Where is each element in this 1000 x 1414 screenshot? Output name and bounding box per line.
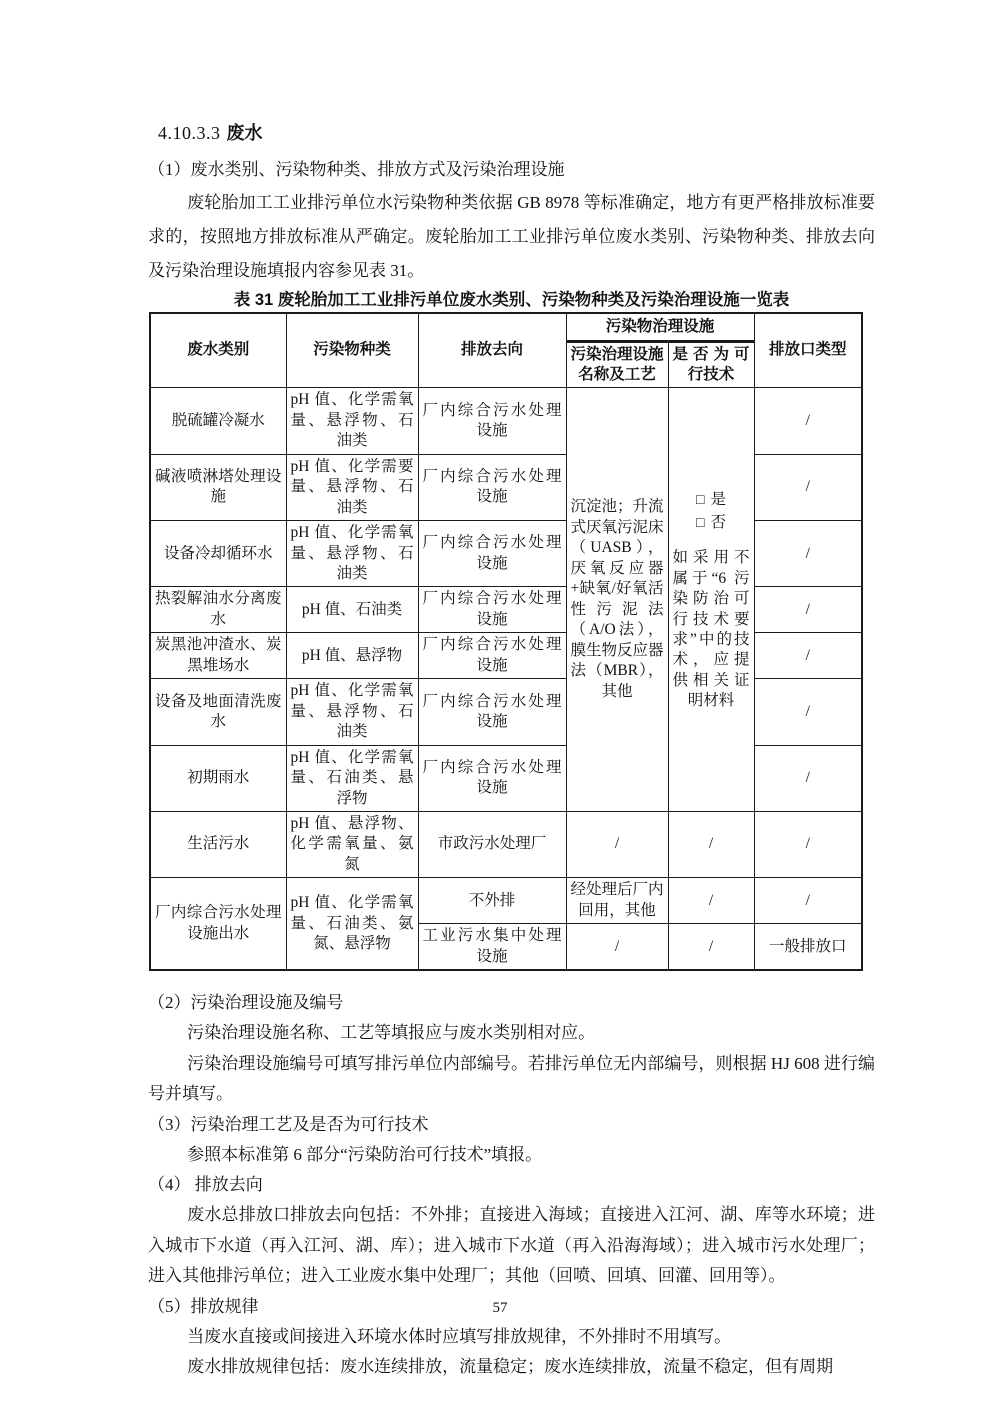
page-content: [148, 122, 875, 1383]
cell-pollutant-types: pH 值、化学需氧量、石油类、悬浮物: [286, 745, 418, 811]
checkbox-icon: □: [696, 515, 705, 531]
cell-outlet-type: 一般排放口: [754, 924, 862, 970]
cell-pollutant-types: pH 值、化学需要量、悬浮物、石油类: [286, 454, 418, 520]
cell-treatment-facility: 经处理后厂内回用，其他: [566, 878, 668, 924]
cell-discharge-destination: 厂内综合污水处理设施: [418, 679, 566, 745]
table-caption: 表 31 废轮胎加工工业排污单位废水类别、污染物种类及污染治理设施一览表: [233, 291, 790, 309]
item-2: （2）污染治理设施及编号: [148, 993, 344, 1013]
cell-wastewater-category: 热裂解油水分离废水: [150, 587, 286, 633]
item-5: （5）排放规律: [148, 1296, 259, 1316]
paragraph-2b: 污染治理设施编号可填写排污单位内部编号。若排污单位无内部编号，则根据 HJ 608 进行编号并填写。: [148, 1053, 875, 1104]
table-row: [150, 587, 862, 633]
cell-outlet-type: /: [754, 633, 862, 679]
cell-discharge-destination: 厂内综合污水处理设施: [418, 388, 566, 454]
col-header-outlet-type: 排放口类型: [754, 313, 862, 388]
cell-outlet-type: /: [754, 587, 862, 633]
col-header-feasible-tech: 是否为可行技术: [668, 341, 754, 388]
cell-wastewater-category: 生活污水: [150, 812, 286, 878]
cell-feasible-technology: /: [668, 812, 754, 878]
table-row: [150, 812, 862, 878]
cell-wastewater-category: 厂内综合污水处理设施出水: [150, 878, 286, 970]
checkbox-icon: □: [696, 492, 705, 508]
item-3: （3）污染治理工艺及是否为可行技术: [148, 1114, 429, 1134]
cell-discharge-destination: 厂内综合污水处理设施: [418, 587, 566, 633]
cell-pollutant-types: pH 值、石油类: [286, 587, 418, 633]
section-heading: [148, 122, 875, 144]
cell-pollutant-types: pH 值、悬浮物: [286, 633, 418, 679]
paragraph-4: 废水总排放口排放去向包括：不外排；直接进入海域；直接进入江河、湖、库等水环境；进入城市下水道（再入江河、湖、库）；进入城市下水道（再入沿海海域）；进入城市污水处理厂；进入其他排污单位；进入工业废水集中处理厂；其他（回喷、回填、回灌、回用等）。: [148, 1205, 875, 1286]
cell-outlet-type: /: [754, 679, 862, 745]
cell-feasible-technology-merged: [668, 388, 754, 812]
cell-discharge-destination: 市政污水处理厂: [418, 812, 566, 878]
feasible-note: 如采用不属于“6 污染防治可行技术要求”中的技术，应提供相关证明材料: [672, 549, 750, 710]
cell-pollutant-types: pH 值、化学需氧量、悬浮物、石油类: [286, 388, 418, 454]
paragraph-3: 参照本标准第 6 部分“污染防治可行技术”填报。: [187, 1144, 543, 1164]
intro-paragraph: 废轮胎加工工业排污单位水污染物种类依据 GB 8978 等标准确定，地方有更严格排放标准要求的，按照地方排放标准从严确定。废轮胎加工工业排污单位废水类别、污染物种类、排放去向及污染治理设施填报内容参见表 31。: [148, 193, 875, 280]
paragraph-5a: 当废水直接或间接进入环境水体时应填写排放规律，不外排时不用填写。: [187, 1326, 732, 1346]
checkbox-label-no: 否: [710, 513, 726, 531]
table-row: [150, 745, 862, 811]
cell-wastewater-category: 碱液喷淋塔处理设施: [150, 454, 286, 520]
col-header-treatment-group: 污染物治理设施: [566, 313, 754, 341]
cell-wastewater-category: 脱硫罐冷凝水: [150, 388, 286, 454]
table-row: [150, 454, 862, 520]
cell-treatment-facility-merged: 沉淀池；升流式厌氧污泥床（UASB），厌氧反应器+缺氧/好氧活性污泥法（A/O法），膜生物反应器法（MBR），其他: [566, 388, 668, 812]
cell-discharge-destination: 工业污水集中处理设施: [418, 924, 566, 970]
col-header-wastewater-category: 废水类别: [150, 313, 286, 388]
bottom-text-block: [148, 988, 875, 1383]
cell-outlet-type: /: [754, 878, 862, 924]
section-number: 4.10.3.3: [158, 123, 221, 143]
cell-treatment-facility: /: [566, 924, 668, 970]
cell-pollutant-types: pH 值、化学需氧量、悬浮物、石油类: [286, 521, 418, 587]
cell-outlet-type: /: [754, 745, 862, 811]
table-row: [150, 633, 862, 679]
table-row: [150, 521, 862, 587]
col-header-treatment-name: 污染治理设施名称及工艺: [566, 341, 668, 388]
paragraph-2a: 污染治理设施名称、工艺等填报应与废水类别相对应。: [187, 1023, 596, 1043]
table-row: [150, 679, 862, 745]
cell-treatment-facility: /: [566, 812, 668, 878]
cell-outlet-type: /: [754, 454, 862, 520]
checkbox-row-no: [673, 511, 750, 534]
table-header-row: [150, 313, 862, 341]
table-row: [150, 878, 862, 924]
cell-discharge-destination: 不外排: [418, 878, 566, 924]
cell-discharge-destination: 厂内综合污水处理设施: [418, 521, 566, 587]
page-number: 57: [492, 1300, 508, 1316]
cell-discharge-destination: 厂内综合污水处理设施: [418, 633, 566, 679]
checkbox-label-yes: 是: [710, 490, 726, 508]
item-4: （4） 排放去向: [148, 1175, 263, 1195]
paragraph-5b: 废水排放规律包括：废水连续排放，流量稳定；废水连续排放，流量不稳定，但有周期: [187, 1357, 834, 1377]
cell-outlet-type: /: [754, 388, 862, 454]
cell-wastewater-category: 初期雨水: [150, 745, 286, 811]
cell-pollutant-types: pH 值、化学需氧量、石油类、氨氮、悬浮物: [286, 878, 418, 970]
cell-pollutant-types: pH 值、化学需氧量、悬浮物、石油类: [286, 679, 418, 745]
cell-wastewater-category: 炭黑池冲渣水、炭黑堆场水: [150, 633, 286, 679]
table-row: [150, 388, 862, 454]
cell-outlet-type: /: [754, 812, 862, 878]
section-title: 废水: [226, 123, 263, 143]
cell-wastewater-category: 设备及地面清洗废水: [150, 679, 286, 745]
col-header-pollutant-types: 污染物种类: [286, 313, 418, 388]
cell-feasible-technology: /: [668, 924, 754, 970]
col-header-discharge-destination: 排放去向: [418, 313, 566, 388]
cell-wastewater-category: 设备冷却循环水: [150, 521, 286, 587]
item-1: （1）废水类别、污染物种类、排放方式及污染治理设施: [148, 160, 565, 179]
cell-pollutant-types: pH 值、悬浮物、化学需氧量、氨氮: [286, 812, 418, 878]
checkbox-row-yes: [673, 488, 750, 511]
table-31: [149, 312, 863, 971]
cell-discharge-destination: 厂内综合污水处理设施: [418, 454, 566, 520]
cell-feasible-technology: /: [668, 878, 754, 924]
cell-outlet-type: /: [754, 521, 862, 587]
cell-discharge-destination: 厂内综合污水处理设施: [418, 745, 566, 811]
